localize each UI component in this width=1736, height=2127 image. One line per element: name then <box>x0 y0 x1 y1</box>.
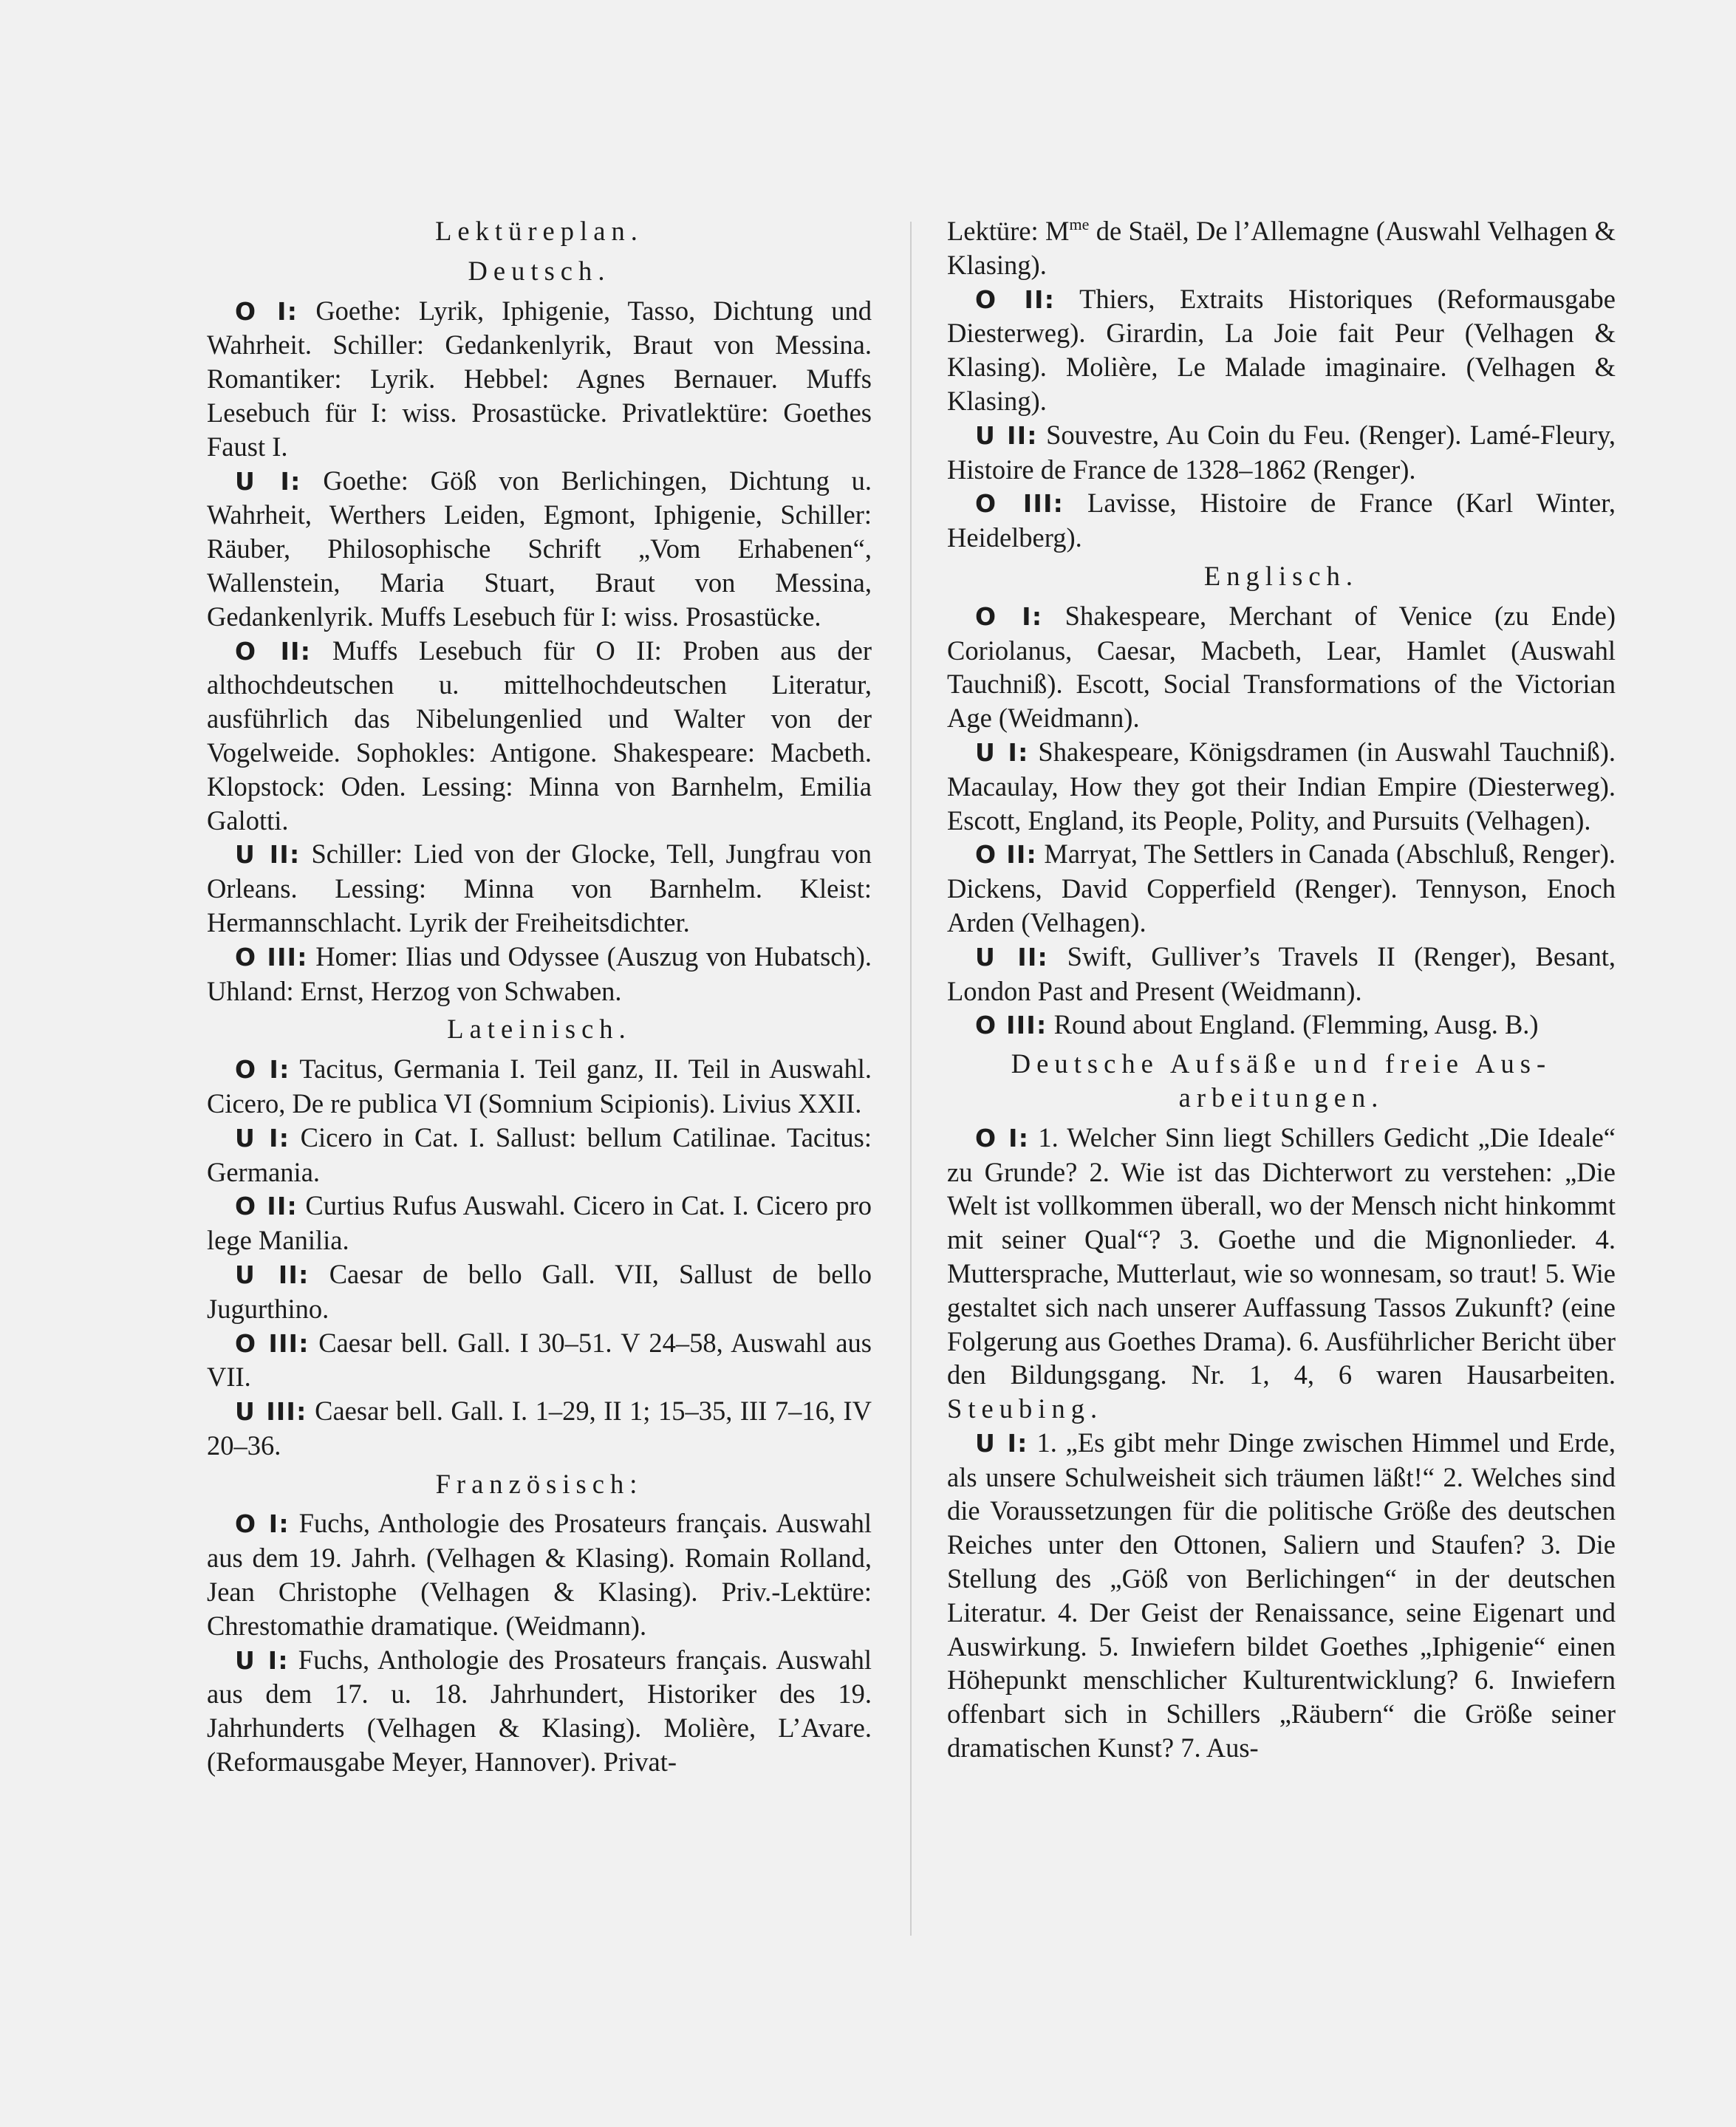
entry-franz-uii <box>947 418 1616 487</box>
entry-franz-oiii <box>947 486 1616 555</box>
entry-englisch-oii <box>947 837 1616 939</box>
class-tag: U I: <box>235 1123 290 1153</box>
section-heading-franzoesisch: Französisch: <box>435 1468 643 1499</box>
entry-text: Caesar bell. Gall. I 30–51. V 24–58, Auswahl aus VII. <box>207 1327 872 1393</box>
section-heading-aufsaetze: Deutsche Aufsäße und freie Aus- <box>1011 1048 1552 1079</box>
entry-text: Shakespeare, Königsdramen (in Auswahl Tauchniß). Macaulay, How they got their Indian Empire (Diesterweg). Escott, England, its People, Polity, and Pursuits (Velhagen). <box>947 736 1616 836</box>
entry-deutsch-oiii <box>207 940 872 1008</box>
class-tag: U I: <box>975 1428 1028 1458</box>
class-tag: O I: <box>235 1509 290 1539</box>
entry-latein-oiii <box>207 1326 872 1395</box>
entry-latein-ui <box>207 1121 872 1189</box>
entry-text: Schiller: Lied von der Glocke, Tell, Jungfrau von Orleans. Lessing: Minna von Barnhelm. Kleist: Hermannschlacht. Lyrik der Freiheitsdichter. <box>207 839 872 938</box>
section-heading-latein: Lateinisch. <box>447 1014 632 1045</box>
class-tag: U I: <box>235 1645 289 1675</box>
entry-franz-oii <box>947 282 1616 418</box>
entry-franz-oi <box>207 1506 872 1642</box>
class-tag: O I: <box>235 1055 290 1085</box>
entry-text: Marryat, The Settlers in Canada (Abschluß, Renger). Dickens, David Copperfield (Renger). Tennyson, Enoch Arden (Velhagen). <box>947 839 1616 938</box>
entry-deutsch-oi <box>207 294 872 464</box>
class-tag: O I: <box>235 296 298 326</box>
entry-text: Souvestre, Au Coin du Feu. (Renger). Lamé-Fleury, Histoire de France de 1328–1862 (Renger). <box>947 419 1616 485</box>
class-tag: O II: <box>975 284 1056 314</box>
entry-text: Swift, Gulliver’s Travels II (Renger), Besant, London Past and Present (Weidmann). <box>947 940 1616 1006</box>
page-title: Lektüreplan. <box>435 216 643 246</box>
author-signature: Steubing. <box>947 1393 1104 1424</box>
entry-text: Goethe: Göß von Berlichingen, Dichtung u. Wahrheit, Werthers Leiden, Egmont, Iphigenie, Schiller: Räuber, Philosophische Schrift „Vom Erhabenen“, Wallenstein, Maria Stuart, Braut von Messina, Gedankenlyrik. Muffs Lesebuch für I: wiss. Prosastücke. <box>207 465 872 632</box>
entry-aufsaetze-oi <box>947 1121 1616 1426</box>
entry-text: Cicero in Cat. I. Sallust: bellum Catilinae. Tacitus: Germania. <box>207 1121 872 1187</box>
entry-englisch-oi <box>947 599 1616 735</box>
column-divider <box>910 222 912 1936</box>
entry-text: Round about England. (Flemming, Ausg. B.) <box>1053 1009 1539 1040</box>
entry-englisch-ui <box>947 735 1616 837</box>
entry-text: Shakespeare, Merchant of Venice (zu Ende) Coriolanus, Caesar, Macbeth, Lear, Hamlet (Auswahl Tauchniß). Escott, Social Transformations of the Victorian Age (Weidmann). <box>947 600 1616 734</box>
entry-franz-continuation <box>947 214 1616 282</box>
class-tag: O I: <box>975 1123 1030 1153</box>
entry-text: Fuchs, Anthologie des Prosateurs français. Auswahl aus dem 17. u. 18. Jahrhundert, Historiker des 19. Jahrhunderts (Velhagen & Klasing). Molière, L’Avare. (Reformausgabe Meyer, Hannover). Privat- <box>207 1644 872 1778</box>
section-heading-englisch: Englisch. <box>1203 560 1359 591</box>
class-tag: O II: <box>235 1192 298 1221</box>
class-tag: U II: <box>235 1260 310 1289</box>
class-tag: U I: <box>975 737 1029 767</box>
continuation-superscript: me <box>1069 215 1090 233</box>
class-tag: O III: <box>975 489 1065 519</box>
entry-text: Caesar de bello Gall. VII, Sallust de bello Jugurthino. <box>207 1258 872 1324</box>
entry-text: Homer: Ilias und Odyssee (Auszug von Hubatsch). Uhland: Ernst, Herzog von Schwaben. <box>207 940 872 1006</box>
left-column <box>207 214 872 1779</box>
entry-deutsch-ui <box>207 464 872 634</box>
class-tag: O III: <box>975 1011 1048 1040</box>
class-tag: U II: <box>975 420 1038 450</box>
entry-latein-oii <box>207 1189 872 1257</box>
class-tag: O I: <box>975 601 1043 631</box>
class-tag: U II: <box>235 840 301 870</box>
entry-text: Goethe: Lyrik, Iphigenie, Tasso, Dichtung und Wahrheit. Schiller: Gedankenlyrik, Braut von Messina. Romantiker: Lyrik. Hebbel: Agnes Bernauer. Muffs Lesebuch für I: wiss. Prosastücke. Privatlektüre: Goethes Faust I. <box>207 295 872 462</box>
right-column <box>947 214 1616 1765</box>
entry-text: Thiers, Extraits Historiques (Reformausgabe Diesterweg). Girardin, La Joie fait Peur (Velhagen & Klasing). Molière, Le Malade imaginaire. (Velhagen & Klasing). <box>947 283 1616 416</box>
entry-text: Muffs Lesebuch für O II: Proben aus der althochdeutschen u. mittelhochdeutschen Literatur, ausführlich das Nibelungenlied und Walter von der Vogelweide. Sophokles: Antigone. Shakespeare: Macbeth. Klopstock: Oden. Lessing: Minna von Barnhelm, Emilia Galotti. <box>207 635 872 836</box>
entry-text: Curtius Rufus Auswahl. Cicero in Cat. I. Cicero pro lege Manilia. <box>207 1190 872 1256</box>
entry-englisch-oiii <box>947 1008 1616 1042</box>
entry-englisch-uii <box>947 940 1616 1008</box>
entry-text: Caesar bell. Gall. I. 1–29, II 1; 15–35, III 7–16, IV 20–36. <box>207 1396 872 1461</box>
entry-latein-uii <box>207 1257 872 1326</box>
class-tag: U II: <box>975 942 1049 972</box>
entry-text: Lavisse, Histoire de France (Karl Winter, Heidelberg). <box>947 488 1616 553</box>
class-tag: O II: <box>235 636 312 666</box>
entry-deutsch-uii <box>207 837 872 939</box>
entry-text: 1. Welcher Sinn liegt Schillers Gedicht „Die Ideale“ zu Grunde? 2. Wie ist das Dichterwort zu verstehen: „Die Welt ist vollkommen überall, wo der Mensch nicht hinkommt mit seiner Qual“? 3. Goethe und die Mignonlieder. 4. Muttersprache, Mutterlaut, wie so wonnesam, so traut! 5. Wie gestaltet sich nach unserer Auffassung Tassos Zukunft? (eine Folgerung aus Goethes Drama). 6. Ausführlicher Bericht über den Bildungsgang. Nr. 1, 4, 6 waren Hausarbeiten. <box>947 1121 1616 1390</box>
entry-latein-uiii <box>207 1394 872 1463</box>
class-tag: U I: <box>235 466 301 496</box>
entry-aufsaetze-ui <box>947 1426 1616 1765</box>
section-heading-aufsaetze-line2: arbeitungen. <box>1178 1082 1384 1113</box>
entry-latein-oi <box>207 1052 872 1121</box>
continuation-rest: de Staël, De l’Allemagne (Auswahl Velhagen & Klasing). <box>947 216 1616 280</box>
class-tag: O III: <box>235 1328 310 1358</box>
entry-text: 1. „Es gibt mehr Dinge zwischen Himmel und Erde, als unsere Schulweisheit sich träumen läßt!“ 2. Welches sind die Voraussetzungen für die politische Größe des deutschen Reiches unter den Ottonen, Saliern und Staufen? 3. Die Stellung des „Göß von Berlichingen“ in der deutschen Literatur. 4. Der Geist der Renaissance, seine Eigenart und Auswirkung. 5. Inwiefern bildet Goethes „Iphigenie“ einen Höhepunkt menschlicher Kulturentwicklung? 6. Inwiefern offenbart sich in Schillers „Räubern“ die Größe seiner dramatischen Kunst? 7. Aus- <box>947 1427 1616 1764</box>
class-tag: O II: <box>975 840 1038 870</box>
continuation-lead: Lektüre: M <box>947 216 1070 246</box>
section-heading-deutsch: Deutsch. <box>468 255 611 286</box>
class-tag: U III: <box>235 1397 307 1427</box>
entry-text: Tacitus, Germania I. Teil ganz, II. Teil in Auswahl. Cicero, De re publica VI (Somnium Scipionis). Livius XXII. <box>207 1054 872 1119</box>
entry-text: Fuchs, Anthologie des Prosateurs français. Auswahl aus dem 19. Jahrh. (Velhagen & Klasing). Romain Rolland, Jean Christophe (Velhagen & Klasing). Priv.-Lektüre: Chrestomathie dramatique. (Weidmann). <box>207 1508 872 1641</box>
entry-deutsch-oii <box>207 634 872 838</box>
entry-franz-ui <box>207 1643 872 1779</box>
class-tag: O III: <box>235 942 308 972</box>
